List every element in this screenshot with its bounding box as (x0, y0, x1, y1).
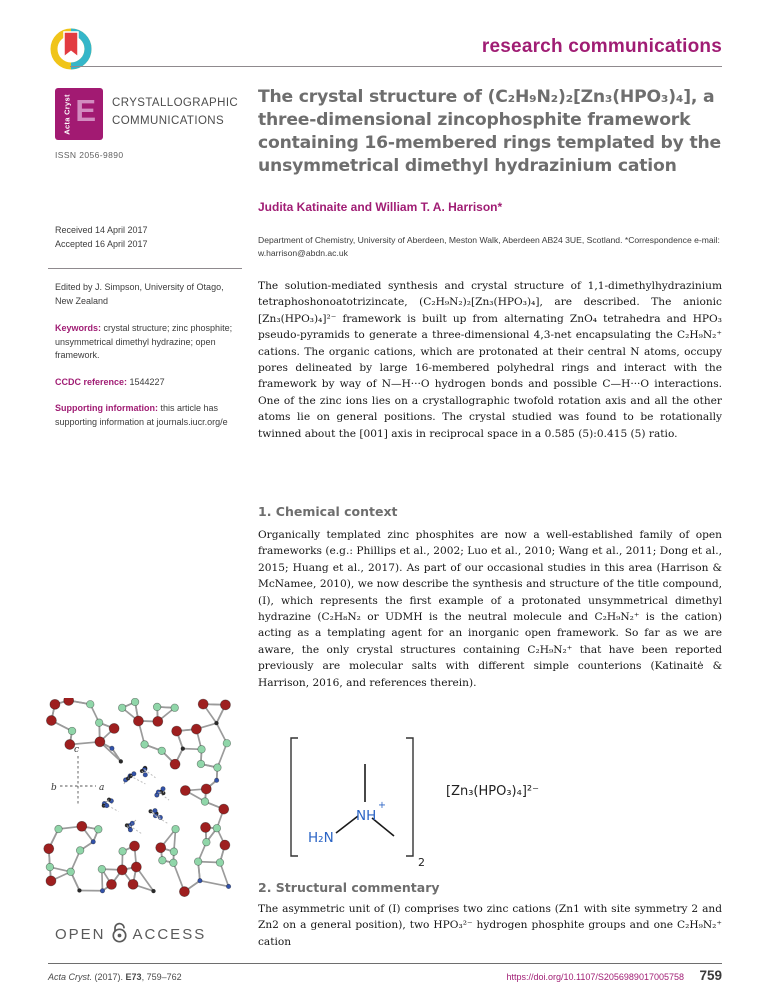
cation-scheme-drawing (288, 732, 438, 870)
keywords-block (55, 322, 241, 363)
axis-label-a: a (99, 783, 105, 793)
open-access-word2: ACCESS (132, 926, 207, 943)
footer-cite-end: , 759–762 (141, 972, 182, 982)
supporting-info-block (55, 402, 241, 429)
axis-label-b: b (51, 783, 57, 793)
acta-cryst-e-logo (55, 88, 103, 140)
footer-cite-mid: (2017). (92, 972, 126, 982)
header-rule (70, 66, 722, 67)
received-date: Received 14 April 2017 (55, 225, 148, 235)
axis-label-c: c (74, 745, 80, 755)
accepted-date: Accepted 16 April 2017 (55, 238, 148, 249)
open-access-word1: OPEN (55, 926, 106, 943)
article-authors: Judita Katinaite and William T. A. Harrison* (258, 200, 503, 214)
section1-heading: 1. Chemical context (258, 504, 398, 519)
open-lock-icon (111, 922, 128, 947)
open-access-badge (55, 922, 206, 947)
article-affiliation: Department of Chemistry, University of Aberdeen, Meston Walk, Aberdeen AB24 3UE, Scotland. *Correspondence e-mail: w.harrison@abdn.ac.uk (258, 235, 720, 259)
journal-name-line2: COMMUNICATIONS (112, 114, 225, 127)
acta-cryst-vertical-label: Acta Cryst (62, 94, 72, 135)
page-number: 759 (699, 968, 722, 983)
keywords-label: Keywords: (55, 323, 102, 333)
chemical-scheme (288, 732, 722, 870)
article-title: The crystal structure of (C₂H₉N₂)₂[Zn₃(HPO₃)₄], a three-dimensional zincophosphite framework containing 16-membered rings templated by the unsymmetrical dimethyl hydrazinium cation (258, 87, 721, 176)
footer-rule (48, 963, 722, 964)
issn-label: ISSN 2056-9890 (55, 150, 124, 160)
scheme-plus-charge: + (378, 800, 386, 811)
keywords-text: crystal structure; zinc phosphite; unsymmetrical dimethyl hydrazine; open framework. (55, 323, 233, 360)
received-accepted-block (55, 224, 241, 251)
scheme-bracket-subscript: 2 (418, 856, 425, 869)
iucr-logo-icon (48, 26, 94, 77)
section1-paragraph: Organically templated zinc phosphites are now a well-established family of open frameworks (e.g.: Phillips et al., 2002; Luo et al., 2010; Wang et al., 2011; Dong et al., 2015; Huang et al., 2017). As part of our occasional studies in this area (Harrison & McNamee, 2010), we now describe the synthesis and structure of the title compound, (I), which represents the first example of a protonated unsymmetrical dimethyl hydrazine (C₂H₈N₂ or UDMH is the neutral molecule and C₂H₉N₂⁺ is the cation) acting as a templating agent for an inorganic open framework. So far as we are aware, the only crystal structures containing C₂H₉N₂⁺ that have been reported previously are molecular salts with different simple counterions (Katinaitė & Harrison, 2016, and references therein). (258, 529, 722, 689)
supporting-link[interactable]: journals.iucr.org/e (156, 416, 228, 427)
crystal-structure-figure (40, 698, 240, 916)
supporting-label: Supporting information: (55, 403, 158, 413)
scheme-nh-label: NH (356, 808, 377, 824)
footer-volume: E73 (125, 972, 142, 982)
sidebar-divider (48, 268, 242, 269)
journal-name-line1: CRYSTALLOGRAPHIC (112, 97, 239, 109)
journal-letter: E (75, 93, 96, 128)
journal-name (112, 95, 238, 131)
edited-by: Edited by J. Simpson, University of Otago, New Zealand (55, 282, 224, 306)
ccdc-value: 1544227 (127, 377, 165, 387)
scheme-anion-formula: [Zn₃(HPO₃)₄]²⁻ (446, 784, 539, 799)
ccdc-label: CCDC reference: (55, 377, 128, 387)
ccdc-block (55, 376, 241, 390)
doi-link[interactable]: https://doi.org/10.1107/S2056989017005758 (506, 972, 684, 982)
article-abstract: The solution-mediated synthesis and crystal structure of 1,1-dimethylhydrazinium tetraphoshonoatotrizincate, (C₂H₉N₂)₂[Zn₃(HPO₃)₄], are described. The anionic [Zn₃(HPO₃)₄]²⁻ framework is built up from alternating ZnO₄ tetrahedra and HPO₃ pseudo-pyramids to generate a three-dimensional 4,3-net encapsulating the C₂H₉N₂⁺ cations. The organic cations, which are protonated at their central N atoms, occupy pores delineated by large 16-membered polyhedral rings and interact with the framework by way of N—H···O hydrogen bonds and possible C—H···O interactions. One of the zinc ions lies on a crystallographic twofold rotation axis and all the other atoms lie on general positions. The crystal studied was found to be rotationally twinned about the [001] axis in reciprocal space in a 0.585 (5):0.415 (5) ratio. (258, 280, 722, 440)
scheme-amine-label: H₂N (308, 830, 334, 846)
footer-journal: Acta Cryst. (48, 972, 93, 982)
section2-heading: 2. Structural commentary (258, 880, 440, 895)
footer-citation (48, 972, 182, 982)
section2-paragraph: The asymmetric unit of (I) comprises two zinc cations (Zn1 with site symmetry 2 and Zn2 on a general position), two HPO₃²⁻ hydrogen phosphite groups and one C₂H₉N₂⁺ cation (258, 903, 722, 948)
journal-section-label: research communications (481, 36, 722, 57)
supporting-text: this article has supporting information at (55, 403, 219, 427)
